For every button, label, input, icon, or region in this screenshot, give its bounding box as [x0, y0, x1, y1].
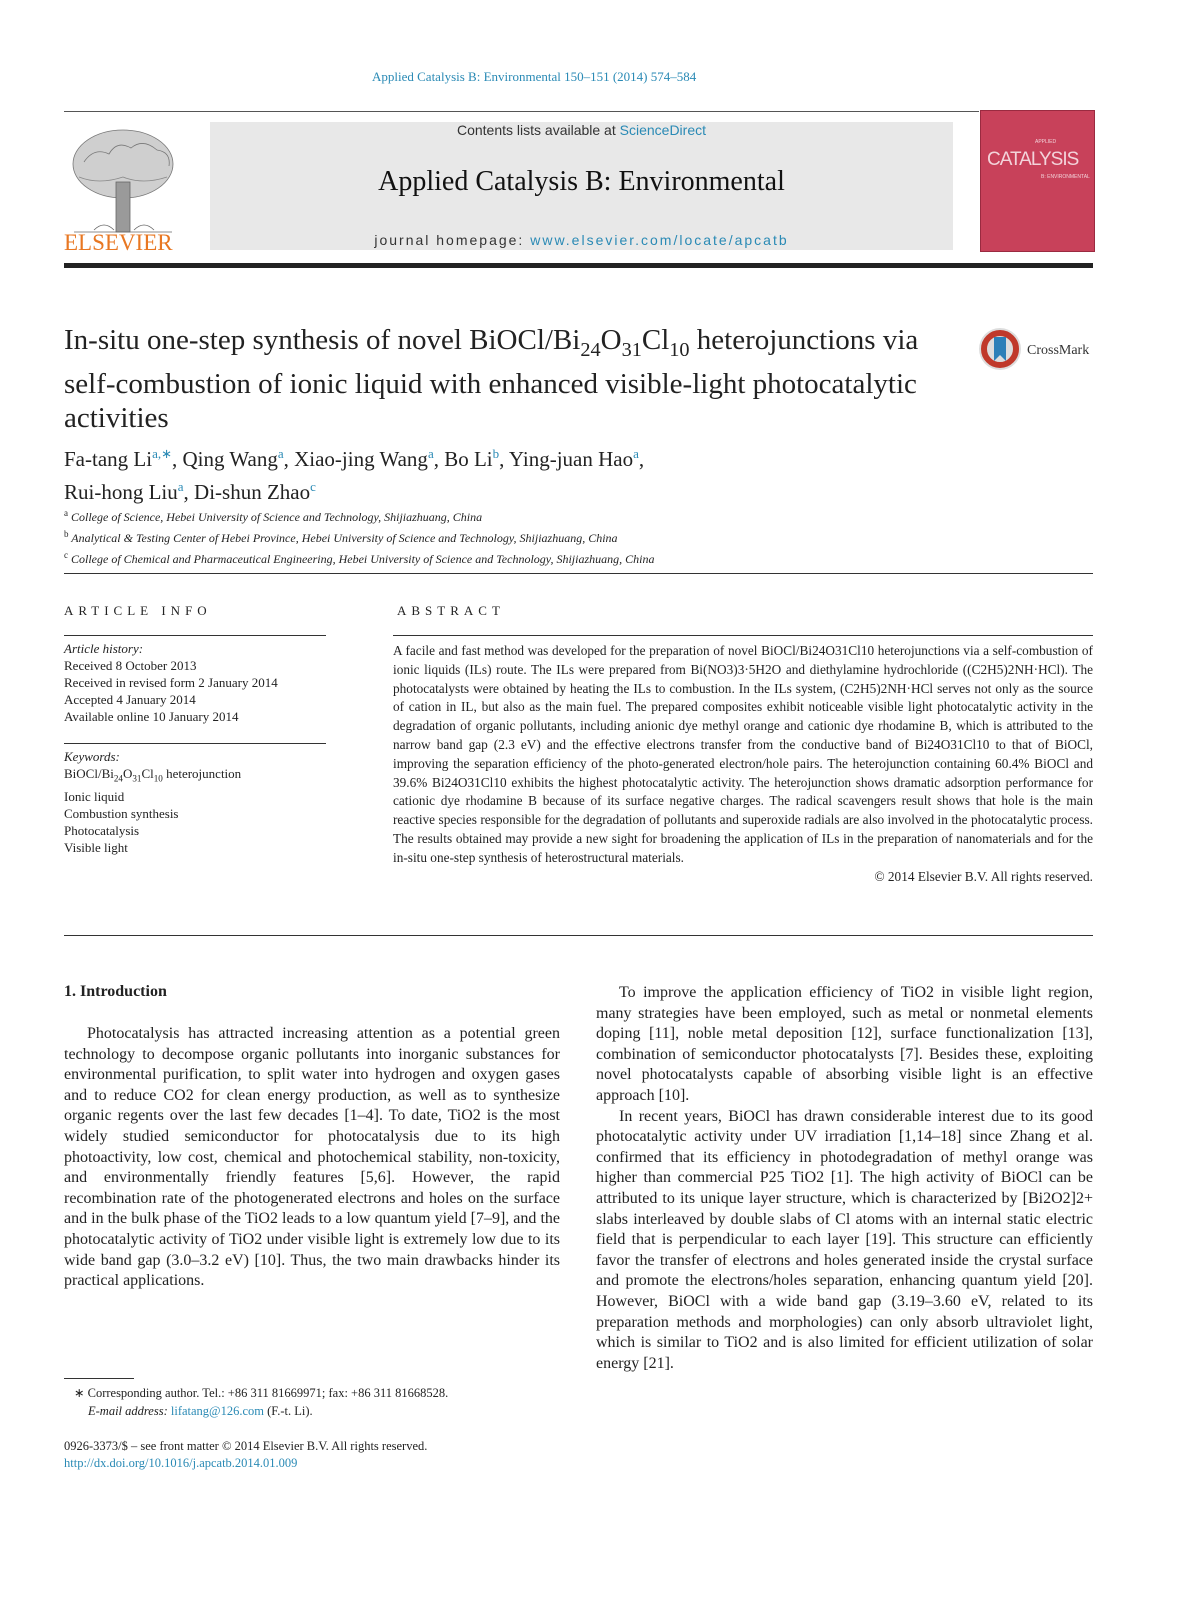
abstract-text: [393, 642, 1093, 886]
email-line: E-mail address: lifatang@126.com (F.-t. Li).: [88, 1404, 313, 1418]
crossmark-label: CrossMark: [1027, 343, 1090, 358]
sciencedirect-link[interactable]: ScienceDirect: [619, 122, 707, 138]
publisher-wordmark: ELSEVIER: [64, 230, 173, 255]
issn-line: 0926-3373/$ – see front matter © 2014 Elsevier B.V. All rights reserved.: [64, 1439, 428, 1453]
keywords-label: Keywords:: [64, 749, 120, 764]
email-link[interactable]: lifatang@126.com: [170, 1404, 264, 1418]
journal-homepage: [210, 232, 953, 248]
abstract-heading: ABSTRACT: [397, 603, 505, 618]
abstract-copyright: © 2014 Elsevier B.V. All rights reserved.: [874, 868, 1093, 884]
intro-paragraph: In recent years, BiOCl has drawn considerable interest due to its good photocatalytic activity under UV irradiation [1,14–18] since Zhang et al. confirmed that its efficiency in photodegradation of methyl orange was higher than commercial P25 TiO2 [1]. The high activity of BiOCl can be attributed to its unique layer structure, which is characterized by [Bi2O2]2+ slabs interleaved by double slabs of Cl atoms with an internal static electric field that is perpendicular to each layer [19]. This structure can efficiently favor the transfer of electrons and holes generated inside the crystal surface and promote the electrons/holes separation, enhancing quantum yield [20]. However, BiOCl with a wide band gap (3.19–3.60 eV, related to its preparation methods and morphologies) can only absorb ultraviolet light, which is similar to TiO2 and is also limited for efficient utilization of solar energy [21].: [596, 1107, 1093, 1372]
journal-cover: [980, 110, 1095, 252]
section-rule: [64, 573, 1093, 574]
abstract-bottom-rule: [64, 935, 1093, 936]
keywords: [64, 748, 326, 856]
author[interactable]: Qing Wang$^a$: [182, 446, 284, 471]
author[interactable]: Bo Li$^b$: [444, 446, 500, 471]
cover-top-text: APPLIED: [1035, 139, 1057, 145]
keyword: Ionic liquid: [64, 788, 125, 804]
homepage-prefix: journal homepage:: [374, 232, 525, 248]
keyword: Combustion synthesis: [64, 805, 179, 821]
keyword: Visible light: [64, 839, 128, 855]
footnote: [64, 1384, 559, 1420]
author[interactable]: Fa-tang $Li^{a,∗}$: [64, 446, 172, 471]
keywords-rule: [64, 743, 326, 744]
front-matter: [64, 1438, 427, 1472]
footnote-rule: [64, 1378, 134, 1379]
article-history: [64, 640, 326, 725]
homepage-link[interactable]: www.elsevier.com/locate/apcatb: [530, 232, 789, 248]
info-rule: [64, 635, 326, 636]
cover-sub-text: B: ENVIRONMENTAL: [1041, 174, 1090, 180]
author[interactable]: Di-shun Zhao$^c$: [194, 479, 316, 504]
history-received: Received 8 October 2013: [64, 658, 197, 673]
affiliations: [64, 505, 654, 568]
keyword: BiOCl/$Bi_{24}O_{31}Cl_{10}$ heterojunction: [64, 766, 242, 784]
abstract-rule: [393, 635, 1093, 636]
article-info-heading: ARTICLE INFO: [64, 603, 212, 618]
journal-title: Applied Catalysis B: Environmental: [378, 166, 785, 197]
affiliation-b: $^b$ Analytical & Testing Center of Hebei Province, Hebei University of Science and Technology, Shijiazhuang, China: [64, 529, 618, 545]
affiliation-a: $^a$ College of Science, Hebei University of Science and Technology, Shijiazhuang, China: [64, 508, 483, 524]
header-thick-rule: [64, 263, 1093, 268]
intro-right-column: [596, 983, 1093, 1374]
journal-banner: [210, 122, 953, 250]
affiliation-c: $^c$ College of Chemical and Pharmaceutical Engineering, Hebei University of Science and Technology, Shijiazhuang, China: [64, 550, 655, 566]
author[interactable]: Xiao-jing Wang$^a$: [294, 446, 434, 471]
intro-paragraph: Photocatalysis has attracted increasing attention as a potential green technology to decompose organic pollutants into inorganic substances for environmental purification, to split water into hydrogen and oxygen gases and to reduce CO2 for clean energy production, as well as to synthesize organic regents over the last few decades [1–4]. To date, TiO2 is the most widely studied semiconductor for photocatalysis due to its high photoactivity, low cost, chemical and photochemical stability, non-toxicity, and environmentally friendly features [5,6]. However, the rapid recombination rate of the photogenerated electrons and holes on the surface and in the bulk phase of the TiO2 leads to a low quantum yield [7–9], and the photocatalytic activity of TiO2 under visible light is extremely low due to its wide band gap (3.0–3.2 eV) [10]. Thus, the two main drawbacks hinder its practical applications.: [64, 1025, 560, 1290]
cover-brand: CATALYSIS: [987, 149, 1079, 170]
history-label: Article history:: [64, 641, 144, 656]
header-rule: [64, 111, 979, 112]
history-revised: Received in revised form 2 January 2014: [64, 675, 278, 690]
doi-link[interactable]: http://dx.doi.org/10.1016/j.apcatb.2014.01.009: [64, 1456, 298, 1470]
abstract-paragraph: A facile and fast method was developed for the preparation of novel BiOCl/Bi24O31Cl10 heterojunctions via a self-combustion of ionic liquids (ILs) route. The ILs were prepared from Bi(NO3)3·5H2O and diethylamine hydrochloride ((C2H5)2NH·HCl). The photocatalysts were obtained by heating the ILs to combustion. In the ILs system, (C2H5)2NH·HCl serves not only as the source of cation in IL, but also as the main fuel. The prepared composites exhibit noticeable visible light photocatalytic activity in the degradation of organic pollutants, including anionic dye methyl orange and cationic dye rhodamine B, which is attributed to the narrow band gap (2.3 eV) and the effective electrons transfer from the conductive band of Bi24O31Cl10 to that of BiOCl, improving the separation efficiency of the photo-generated electron/hole pairs. The heterojunction containing 60.4% BiOCl and 39.6% Bi24O31Cl10 exhibits the highest photocatalytic activity. The heterojunction shows dramatic adsorption performance for cationic dye rhodamine B because of its surface negative charges. The radical scavengers result shows that hole is the main reactive species responsible for the degradation of pollutants and superoxide radials are also involved in the photocatalytic process. The results obtained may provide a new sight for broadening the application of ILs in the preparation of nanomaterials and for the in-situ one-step synthesis of heterostructural materials.: [393, 643, 1093, 865]
keyword: Photocatalysis: [64, 822, 140, 838]
history-accepted: Accepted 4 January 2014: [64, 692, 196, 707]
article-title: In-situ one-step synthesis of novel BiOCl/$Bi_{24}O_{31}Cl_{10}$ heterojunctions via self-combustion of ionic liquid with enhanced visible-light photocatalytic activities: [64, 324, 919, 434]
journal-citation[interactable]: Applied Catalysis B: Environmental 150–151 (2014) 574–584: [372, 69, 697, 84]
intro-paragraph: To improve the application efficiency of TiO2 in visible light region, many strategies have been employed, such as metal or nonmetal elements doping [11], noble metal deposition [12], surface functionalization [13], combination of semiconductor photocatalysts [7]. Besides these, exploiting novel photocatalysts capable of absorbing visible light is an effective approach [10].: [596, 984, 1093, 1104]
corresponding-author: ∗ Corresponding author. Tel.: +86 311 81669971; fax: +86 311 81668528.: [74, 1386, 449, 1400]
section-heading-introduction: 1. Introduction: [64, 983, 167, 1000]
author[interactable]: Rui-hong Liu$^a$: [64, 479, 184, 504]
contents-line: [210, 122, 953, 138]
history-online: Available online 10 January 2014: [64, 709, 239, 724]
crossmark-badge[interactable]: [978, 327, 1094, 373]
crossmark-icon: [978, 327, 1022, 371]
author-list: Fa-tang $Li^{a,∗}$, Qing Wang$^a$, Xiao-jing Wang$^a$, Bo Li$^b$, Ying-juan Hao$^a$, Rui-hong Liu$^a$, Di-shun Zhao$^c$: [64, 446, 645, 504]
contents-prefix: Contents lists available at: [456, 122, 616, 138]
author[interactable]: Ying-juan Hao$^a$: [508, 446, 639, 471]
elsevier-logo: [64, 122, 182, 257]
intro-left-column: [64, 1024, 560, 1292]
